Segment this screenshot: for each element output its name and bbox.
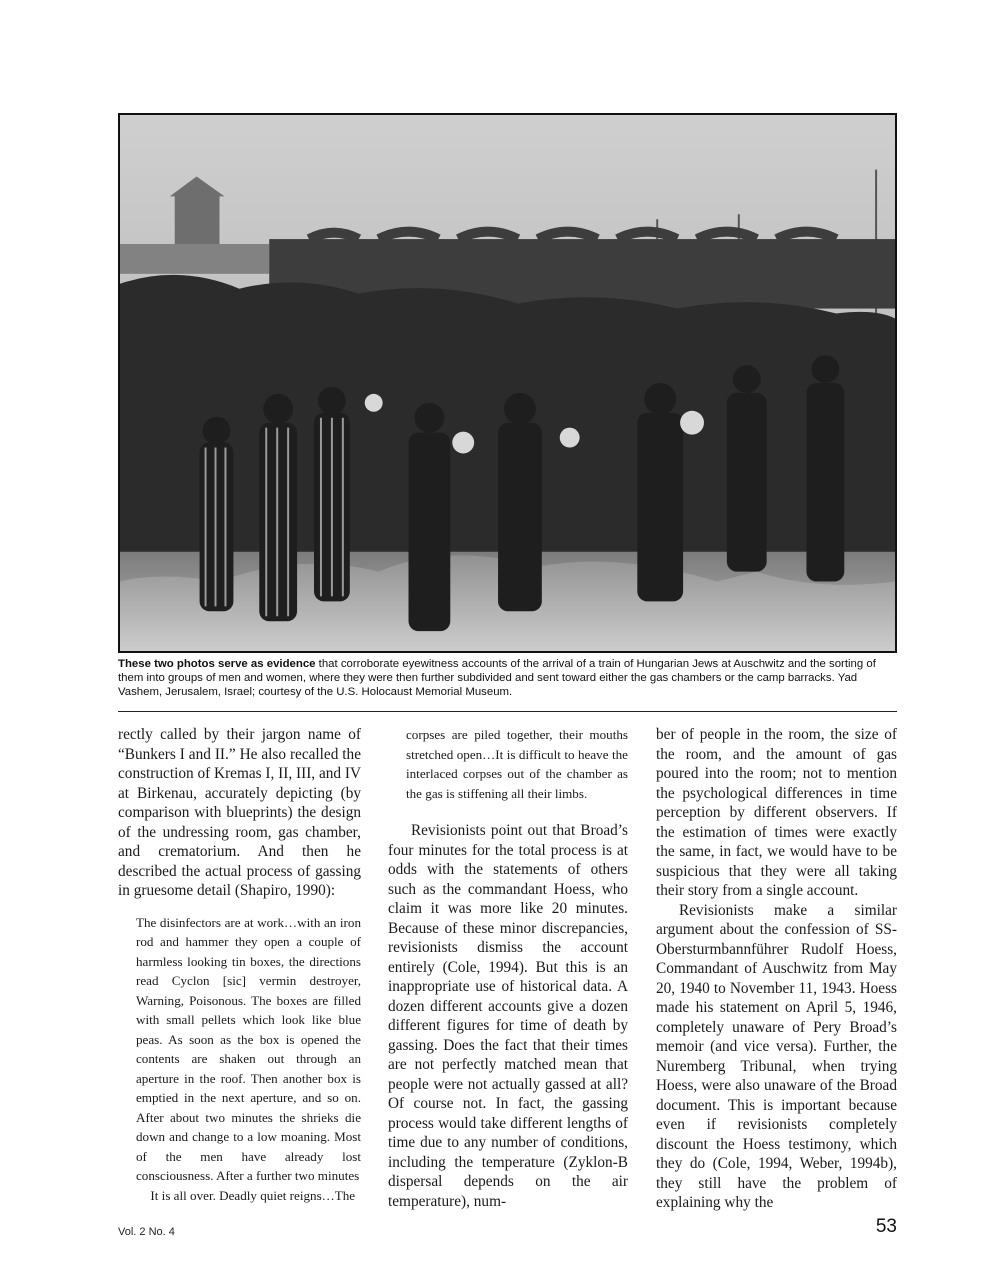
photo-illustration <box>120 115 895 651</box>
col2-block-quote: corpses are piled together, their mouths stretched open…It is difficult to heave the interlaced corpses out of the chamber as the gas is stiffening all their limbs. <box>406 727 628 801</box>
col3-paragraph-1: ber of people in the room, the size of the room, and the amount of gas poured into the room; not to mention the psychological differences in time perception by different observers. If the estimation of times were exactly the same, in fact, we would have to be suspicious that they were all taking their story from a single account. <box>656 726 897 899</box>
column-3 <box>656 725 897 1213</box>
archival-photo <box>118 113 897 653</box>
caption-divider <box>118 711 897 712</box>
column-2 <box>388 725 628 1211</box>
caption-text: that corroborate eyewitness accounts of the arrival of a train of Hungarian Jews at Auschwitz and the sorting of them into groups of men and women, where they were then further subdivided and sent toward either the gas chambers or the camp barracks. Yad Vashem, Jerusalem, Israel; courtesy of the U.S. Holocaust Memorial Museum. <box>118 658 876 699</box>
caption-lead: These two photos serve as evidence <box>118 658 316 670</box>
page-number: 53 <box>875 1216 897 1237</box>
col1-paragraph: rectly called by their jargon name of “Bunkers I and II.” He also recalled the construction of Kremas I, II, III, and IV at Birkenau, accurately depicting (by comparison with blueprints) the design of the undressing room, gas chamber, and crematorium. And then he described the actual process of gassing in gruesome detail (Shapiro, 1990): <box>118 726 361 899</box>
photo-caption <box>118 657 900 700</box>
col1-block-quote-end: It is all over. Deadly quiet reigns…The <box>150 1187 356 1203</box>
column-1 <box>118 725 361 1205</box>
volume-issue: Vol. 2 No. 4 <box>118 1226 175 1238</box>
col1-block-quote: The disinfectors are at work…with an iron rod and hammer they open a couple of harmless looking tin boxes, the directions read Cyclon [sic] vermin destroyer, Warning, Poisonous. The boxes are filled with small pellets which look like blue peas. As soon as the box is opened the contents are shaken out through an aperture in the roof. Then another box is emptied in the next aperture, and so on. After about two minutes the shrieks die down and change to a low moaning. Most of the men have already lost consciousness. After a further two minutes <box>136 914 361 1183</box>
col3-paragraph-2: Revisionists make a similar argument about the confession of SS-Obersturmbannführer Rudolf Hoess, Commandant of Auschwitz from May 20, 1940 to November 11, 1943. Hoess made his statement on April 5, 1946, completely unaware of Pery Broad’s memoir (and vice versa). Further, the Nuremberg Tribunal, when trying Hoess, were also unaware of the Broad document. This is important because even if revisionists completely discount the Hoess testimony, which they do (Cole, 1994, Weber, 1994b), they still have the problem of explaining why the <box>656 901 897 1211</box>
col2-paragraph: Revisionists point out that Broad’s four minutes for the total process is at odds with the statements of others such as the commandant Hoess, who claim it was more like 20 minutes. Because of these minor discrepancies, revisionists dismiss the account entirely (Cole, 1994). But this is an inappropriate use of historical data. A dozen different accounts give a dozen different figures for time of death by gassing. Does the fact that their times are not perfectly matched mean that people were not actually gassed at all? Of course not. In fact, the gassing process would take different lengths of time due to any number of conditions, including the temperature (Zyklon-B dispersal depends on the air temperature), num- <box>388 822 628 1210</box>
